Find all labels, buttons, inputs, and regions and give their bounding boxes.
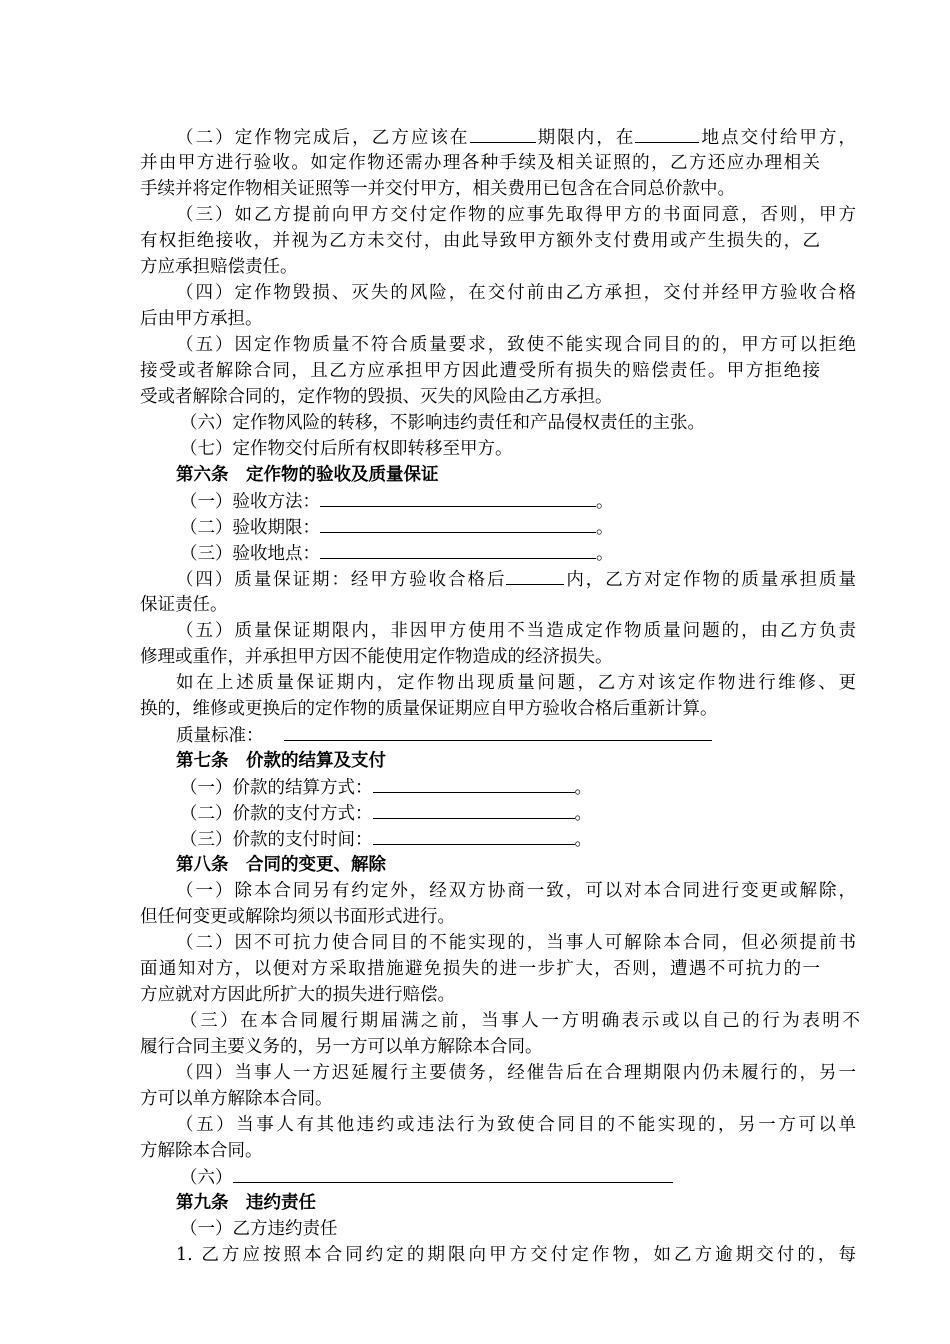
section-heading: 第九条 违约责任 — [176, 1193, 316, 1213]
fill-blank[interactable] — [233, 1164, 673, 1183]
paragraph-line: 保证责任。 — [140, 595, 228, 615]
paragraph-line: （三）如乙方提前向甲方交付定作物的应事先取得甲方的书面同意，否则，甲方 — [176, 205, 856, 225]
form-line: （三）价款的支付时间： 。 — [140, 826, 860, 852]
paragraph-line: （四）质量保证期：经甲方验收合格后 内，乙方对定作物的质量承担质量 — [140, 566, 856, 592]
form-line: （六） — [140, 1164, 860, 1190]
paragraph-line: （一）乙方违约责任 — [180, 1219, 338, 1239]
paragraph-line: 如在上述质量保证期内，定作物出现质量问题，乙方对该定作物进行维修、更 — [176, 673, 856, 693]
fill-blank[interactable] — [506, 566, 564, 585]
form-line: （二）验收期限： 。 — [140, 514, 860, 540]
section-heading: 第六条 定作物的验收及质量保证 — [176, 465, 439, 485]
fill-blank[interactable] — [373, 774, 575, 793]
paragraph-line: 但任何变更或解除均须以书面形式进行。 — [140, 907, 455, 927]
paragraph-line: （七）定作物交付后所有权即转移至甲方。 — [180, 439, 513, 459]
paragraph-line: 接受或者解除合同，且乙方应承担甲方因此遭受所有损失的赔偿责任。甲方拒绝接 — [140, 361, 820, 381]
fill-blank[interactable] — [320, 488, 596, 507]
paragraph-line: （五）因定作物质量不符合质量要求，致使不能实现合同目的的，甲方可以拒绝 — [176, 335, 856, 355]
paragraph-line: （五）质量保证期限内，非因甲方使用不当造成定作物质量问题的，由乙方负责 — [176, 621, 856, 641]
paragraph-line: 手续并将定作物相关证照等一并交付甲方，相关费用已包含在合同总价款中。 — [140, 179, 735, 199]
paragraph-line: 履行合同主要义务的，另一方可以单方解除本合同。 — [140, 1037, 543, 1057]
fill-blank[interactable] — [320, 514, 596, 533]
paragraph-line: 并由甲方进行验收。如定作物还需办理各种手续及相关证照的，乙方还应办理相关 — [140, 153, 820, 173]
form-line: （三）验收地点： 。 — [140, 540, 860, 566]
fill-blank[interactable] — [635, 124, 699, 143]
paragraph-line: 有权拒绝接收，并视为乙方未交付，由此导致甲方额外支付费用或产生损失的，乙 — [140, 231, 820, 251]
fill-blank[interactable] — [470, 124, 536, 143]
paragraph-line: （六）定作物风险的转移，不影响违约责任和产品侵权责任的主张。 — [180, 413, 705, 433]
paragraph-line: 换的，维修或更换后的定作物的质量保证期应自甲方验收合格后重新计算。 — [140, 699, 718, 719]
paragraph-line: （四）定作物毁损、灭失的风险，在交付前由乙方承担，交付并经甲方验收合格 — [176, 283, 856, 303]
form-line: （一）价款的结算方式： 。 — [140, 774, 860, 800]
fill-blank[interactable] — [320, 540, 596, 559]
section-heading: 第七条 价款的结算及支付 — [176, 751, 386, 771]
paragraph-line: （五）当事人有其他违约或违法行为致使合同目的不能实现的，另一方可以单 — [176, 1115, 856, 1135]
paragraph-line: 受或者解除合同的，定作物的毁损、灭失的风险由乙方承担。 — [140, 387, 613, 407]
paragraph-line: 1. 乙方应按照本合同约定的期限向甲方交付定作物，如乙方逾期交付的，每 — [176, 1245, 856, 1265]
form-line: 质量标准： — [140, 722, 856, 748]
section-heading: 第八条 合同的变更、解除 — [176, 855, 386, 875]
paragraph-line: （三）在本合同履行期届满之前，当事人一方明确表示或以自己的行为表明不 — [180, 1011, 860, 1031]
paragraph-line: 面通知对方，以便对方采取措施避免损失的进一步扩大，否则，遭遇不可抗力的一 — [140, 959, 820, 979]
paragraph-line: （二）定作物完成后，乙方应该在 期限内，在 地点交付给甲方， — [140, 124, 856, 150]
paragraph-line: （二）因不可抗力使合同目的不能实现的，当事人可解除本合同，但必须提前书 — [176, 933, 856, 953]
form-line: （二）价款的支付方式： 。 — [140, 800, 860, 826]
fill-blank[interactable] — [373, 800, 575, 819]
paragraph-line: 方应就对方因此所扩大的损失进行赔偿。 — [140, 985, 455, 1005]
paragraph-line: （一）除本合同另有约定外，经双方协商一致，可以对本合同进行变更或解除， — [176, 881, 856, 901]
fill-blank[interactable] — [284, 722, 712, 741]
paragraph-line: 方应承担赔偿责任。 — [140, 257, 298, 277]
paragraph-line: 方可以单方解除本合同。 — [140, 1089, 333, 1109]
fill-blank[interactable] — [373, 826, 575, 845]
paragraph-line: 后由甲方承担。 — [140, 309, 263, 329]
paragraph-line: 修理或重作，并承担甲方因不能使用定作物造成的经济损失。 — [140, 647, 613, 667]
paragraph-line: （四）当事人一方迟延履行主要债务，经催告后在合理期限内仍未履行的，另一 — [176, 1063, 856, 1083]
paragraph-line: 方解除本合同。 — [140, 1141, 263, 1161]
form-line: （一）验收方法： 。 — [140, 488, 860, 514]
